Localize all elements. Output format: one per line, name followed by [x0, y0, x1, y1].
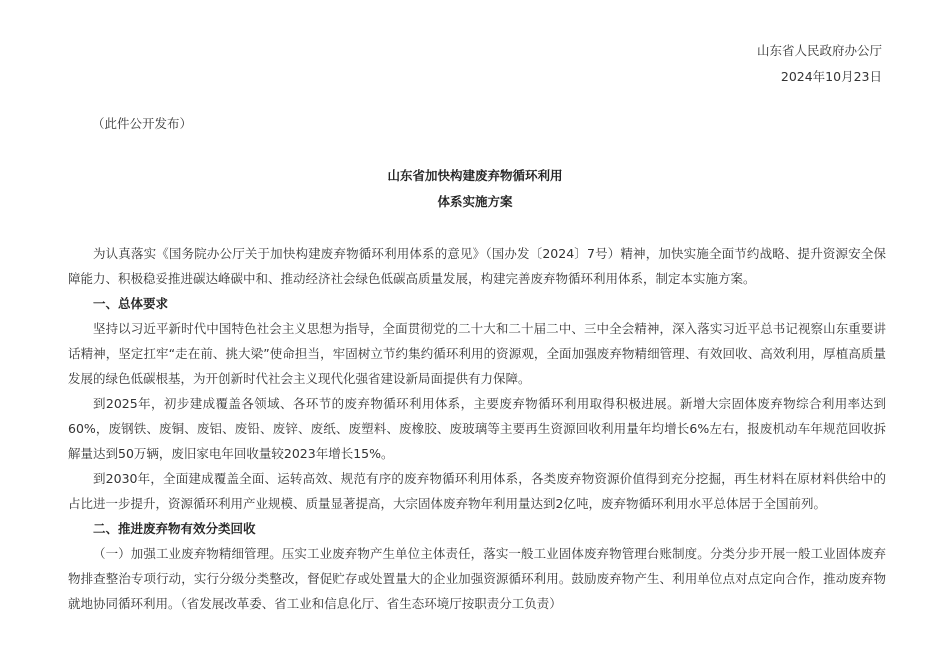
goal-2025-paragraph: 到2025年，初步建成覆盖各领域、各环节的废弃物循环利用体系，主要废弃物循环利用取得积极进展。新增大宗固体废弃物综合利用率达到60%，废钢铁、废铜、废铝、废铅、废锌、废纸、废塑料、废橡胶、废玻璃等主要再生资源回收利用量年均增长6%左右，报废机动车年规范回收拆解量达到50万辆，废旧家电年回收量较2023年增长15%。 [68, 396, 886, 461]
section-heading-general-requirements: 一、总体要求 [93, 296, 169, 311]
document-body [68, 241, 886, 616]
issuer-block [757, 38, 882, 90]
public-release-note: （此件公开发布） [92, 116, 193, 131]
document-title-line-2: 体系实施方案 [437, 194, 513, 209]
industrial-waste-paragraph: （一）加强工业废弃物精细管理。压实工业废弃物产生单位主体责任，落实一般工业固体废弃物管理台账制度。分类分步开展一般工业固体废弃物排查整治专项行动，实行分级分类整改，督促贮存或处置量大的企业加强资源循环利用。鼓励废弃物产生、利用单位点对点定向合作，推动废弃物就地协同循环利用。（省发展改革委、省工业和信息化厅、省生态环境厅按职责分工负责） [68, 546, 886, 611]
intro-paragraph: 为认真落实《国务院办公厅关于加快构建废弃物循环利用体系的意见》（国办发〔2024〕7号）精神，加快实施全面节约战略、提升资源安全保障能力、积极稳妥推进碳达峰碳中和、推动经济社会绿色低碳高质量发展，构建完善废弃物循环利用体系，制定本实施方案。 [68, 246, 886, 286]
issuing-office: 山东省人民政府办公厅 [756, 43, 882, 58]
guiding-principle-paragraph: 坚持以习近平新时代中国特色社会主义思想为指导，全面贯彻党的二十大和二十届二中、三中全会精神，深入落实习近平总书记视察山东重要讲话精神，坚定扛牢“走在前、挑大梁”使命担当，牢固树立节约集约循环利用的资源观，全面加强废弃物精细管理、有效回收、高效利用，厚植高质量发展的绿色低碳根基，为开创新时代社会主义现代化强省建设新局面提供有力保障。 [68, 321, 886, 386]
document-title-line-1: 山东省加快构建废弃物循环利用 [387, 168, 563, 183]
issue-date: 2024年10月23日 [780, 69, 882, 84]
section-heading-classified-recycling: 二、推进废弃物有效分类回收 [93, 521, 256, 536]
goal-2030-paragraph: 到2030年，全面建成覆盖全面、运转高效、规范有序的废弃物循环利用体系，各类废弃物资源价值得到充分挖掘，再生材料在原材料供给中的占比进一步提升，资源循环利用产业规模、质量显著提高，大宗固体废弃物年利用量达到2亿吨，废弃物循环利用水平总体居于全国前列。 [68, 471, 886, 511]
